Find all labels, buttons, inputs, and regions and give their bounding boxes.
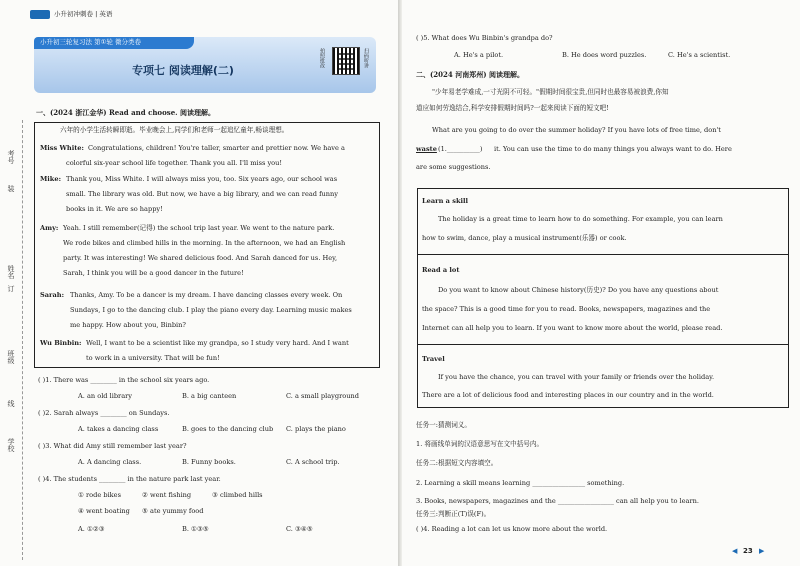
banner-title: 专项七 阅读理解(二): [132, 64, 234, 77]
q4-choice-1: ① rode bikes: [78, 491, 121, 499]
intro-cn-line: 道应如何劳逸结合,科学安排假期时间吗?一起来阅读下面的短文吧!: [416, 104, 609, 112]
section1-heading: 一、(2024 浙江金华) Read and choose. 阅读理解。: [36, 108, 216, 117]
intro-cn-line: "少年易老学难成,一寸光阴不可轻。"假期时间很宝贵,但同时也最容易被浪费,你知: [432, 88, 669, 96]
q4-choice-3: ③ climbed hills: [212, 491, 263, 499]
box-title-travel: Travel: [422, 355, 445, 363]
dialog-line: me happy. How about you, Binbin?: [70, 321, 186, 329]
prev-page-arrow-icon[interactable]: ◀: [732, 547, 738, 555]
box-line: Do you want to know about Chinese history(历史)? Do you have any questions about: [438, 286, 719, 294]
q4-choice-5: ⑤ ate yummy food: [142, 507, 204, 515]
q2-option-c[interactable]: C. plays the piano: [286, 425, 346, 433]
binding-line: [22, 120, 23, 560]
question-5-stem[interactable]: ( )5. What does Wu Binbin's grandpa do?: [416, 34, 553, 42]
side-word-2: 订: [7, 285, 15, 292]
q3-option-b[interactable]: B. Funny books.: [182, 458, 236, 466]
side-label-name: 姓名: [7, 265, 15, 279]
q4-option-b[interactable]: B. ①③⑤: [182, 525, 209, 533]
box-line: Internet can all help you to learn. If you want to know more about the world, please read.: [422, 324, 723, 332]
box-title-learn-skill: Learn a skill: [422, 197, 469, 205]
q1-option-a[interactable]: A. an old library: [78, 392, 133, 400]
header-text: 小升初冲刺卷 | 英语: [54, 10, 113, 18]
dialog-line: small. The library was old. But now, we have a big library, and we can read funny: [66, 190, 339, 198]
box-line: There are a lot of delicious food and interesting places in our country and in the world.: [422, 391, 714, 399]
speaker-miss-white: Miss White:: [40, 144, 84, 152]
q4-option-c[interactable]: C. ③④⑤: [286, 525, 313, 533]
q5-option-b[interactable]: B. He does word puzzles.: [562, 51, 647, 59]
left-page: [0, 0, 398, 566]
para1-line: What are you going to do over the summer holiday? If you have lots of free time, don't: [432, 126, 721, 134]
blank-1[interactable]: (1.__________): [438, 145, 483, 153]
q5-option-a[interactable]: A. He's a pilot.: [454, 51, 504, 59]
side-label-school: 学校: [7, 438, 15, 452]
q4-choice-2: ② went fishing: [142, 491, 192, 499]
speaker-amy: Amy:: [40, 224, 59, 232]
q4-choice-4: ④ went boating: [78, 507, 130, 515]
q4-option-a[interactable]: A. ①②③: [78, 525, 105, 533]
box-title-read-a-lot: Read a lot: [422, 266, 460, 274]
task2-heading: 任务二:根据短文内容填空。: [416, 459, 498, 467]
q3-option-c[interactable]: C. A school trip.: [286, 458, 340, 466]
brand-logo: [30, 10, 50, 19]
side-word-3: 线: [7, 400, 15, 407]
speaker-wu-binbin: Wu Binbin:: [40, 339, 82, 347]
qr-label-left: 拍照批改: [319, 48, 325, 68]
task2-question-3[interactable]: 3. Books, newspapers, magazines and the _________________ can all help you to learn.: [416, 497, 699, 505]
speaker-mike: Mike:: [40, 175, 62, 183]
next-page-arrow-icon[interactable]: ▶: [759, 547, 765, 555]
banner-tag-text: 小升初三轮复习法 第①轮 微分类卷: [40, 38, 141, 46]
task1-question: 1. 将画线单词的汉语意思写在文中括号内。: [416, 440, 544, 448]
page-number: 23: [743, 547, 753, 555]
side-word-1: 装: [7, 185, 15, 192]
underlined-word-waste: waste: [416, 145, 437, 153]
q5-option-c[interactable]: C. He's a scientist.: [668, 51, 731, 59]
q3-option-a[interactable]: A. A dancing class.: [78, 458, 142, 466]
para1-last: are some suggestions.: [416, 163, 491, 171]
section2-heading: 二、(2024 河南郑州) 阅读理解。: [416, 70, 524, 79]
dialog-line: colorful six-year school life together. Thank you all. I'll miss you!: [66, 159, 283, 167]
box-line: how to swim, dance, play a musical instrument(乐器) or cook.: [422, 234, 627, 242]
side-label-exam-no: 考号: [7, 150, 15, 164]
dialog-line: Yeah. I still remember(记得) the school trip last year. We went to the nature park.: [63, 224, 335, 232]
speaker-sarah: Sarah:: [40, 291, 65, 299]
dialog-line: Well, I want to be a scientist like my grandpa, so I study very hard. And I want: [86, 339, 349, 347]
dialog-line: to work in a university. That will be fun!: [86, 354, 220, 362]
banner-tag: [34, 37, 194, 49]
q1-option-c[interactable]: C. a small playground: [286, 392, 359, 400]
q2-option-b[interactable]: B. goes to the dancing club: [182, 425, 274, 433]
box-line: the space? This is a good time for you to read. Books, newspapers, magazines and the: [422, 305, 711, 313]
task3-heading: 任务三:判断正(T)误(F)。: [416, 510, 491, 518]
right-page: [402, 0, 800, 566]
task1-heading: 任务一:猜测词义。: [416, 421, 471, 429]
q2-option-a[interactable]: A. takes a dancing class: [78, 425, 159, 433]
dialog-line: Sarah, I think you will be a good dancer in the future!: [63, 269, 244, 277]
para1-continued: it. You can use the time to do many things you always want to do. Here: [494, 145, 732, 153]
side-label-class: 班级: [7, 350, 15, 364]
dialog-line: Thanks, Amy. To be a dancer is my dream. I have dancing classes every week. On: [70, 291, 343, 299]
qr-label-right: 扫码听讲: [363, 48, 369, 68]
task2-question-2[interactable]: 2. Learning a skill means learning ________________ something.: [416, 479, 625, 487]
task3-question-4[interactable]: ( )4. Reading a lot can let us know more about the world.: [416, 525, 608, 533]
dialog-line: Congratulations, children! You're taller, smarter and prettier now. We have a: [88, 144, 345, 152]
dialog-line: party. It was interesting! We shared delicious food. And Sarah danced for us. Hey,: [63, 254, 338, 262]
box-divider: [417, 344, 789, 345]
question-1-stem[interactable]: ( )1. There was ________ in the school six years ago.: [38, 376, 210, 384]
question-3-stem[interactable]: ( )3. What did Amy still remember last year?: [38, 442, 187, 450]
box-line: If you have the chance, you can travel with your family or friends over the holiday.: [438, 373, 715, 381]
dialog-line: books in it. We are so happy!: [66, 205, 163, 213]
question-2-stem[interactable]: ( )2. Sarah always ________ on Sundays.: [38, 409, 170, 417]
dialog-line: Sundays, I go to the dancing club. I play the piano every day. Learning music makes: [70, 306, 352, 314]
box-line: The holiday is a great time to learn how to do something. For example, you can learn: [438, 215, 723, 223]
page-header: [30, 10, 150, 19]
passage-intro: 六年的小学生活转瞬即逝。毕业晚会上,同学们和老师一起追忆童年,畅谈理想。: [60, 126, 289, 134]
dialog-line: Thank you, Miss White. I will always miss you, too. Six years ago, our school was: [66, 175, 338, 183]
question-4-stem[interactable]: ( )4. The students ________ in the nature park last year.: [38, 475, 221, 483]
box-divider: [417, 254, 789, 255]
q1-option-b[interactable]: B. a big canteen: [182, 392, 237, 400]
dialog-line: We rode bikes and climbed hills in the morning. In the afternoon, we had an English: [63, 239, 346, 247]
qr-code[interactable]: [332, 47, 360, 75]
